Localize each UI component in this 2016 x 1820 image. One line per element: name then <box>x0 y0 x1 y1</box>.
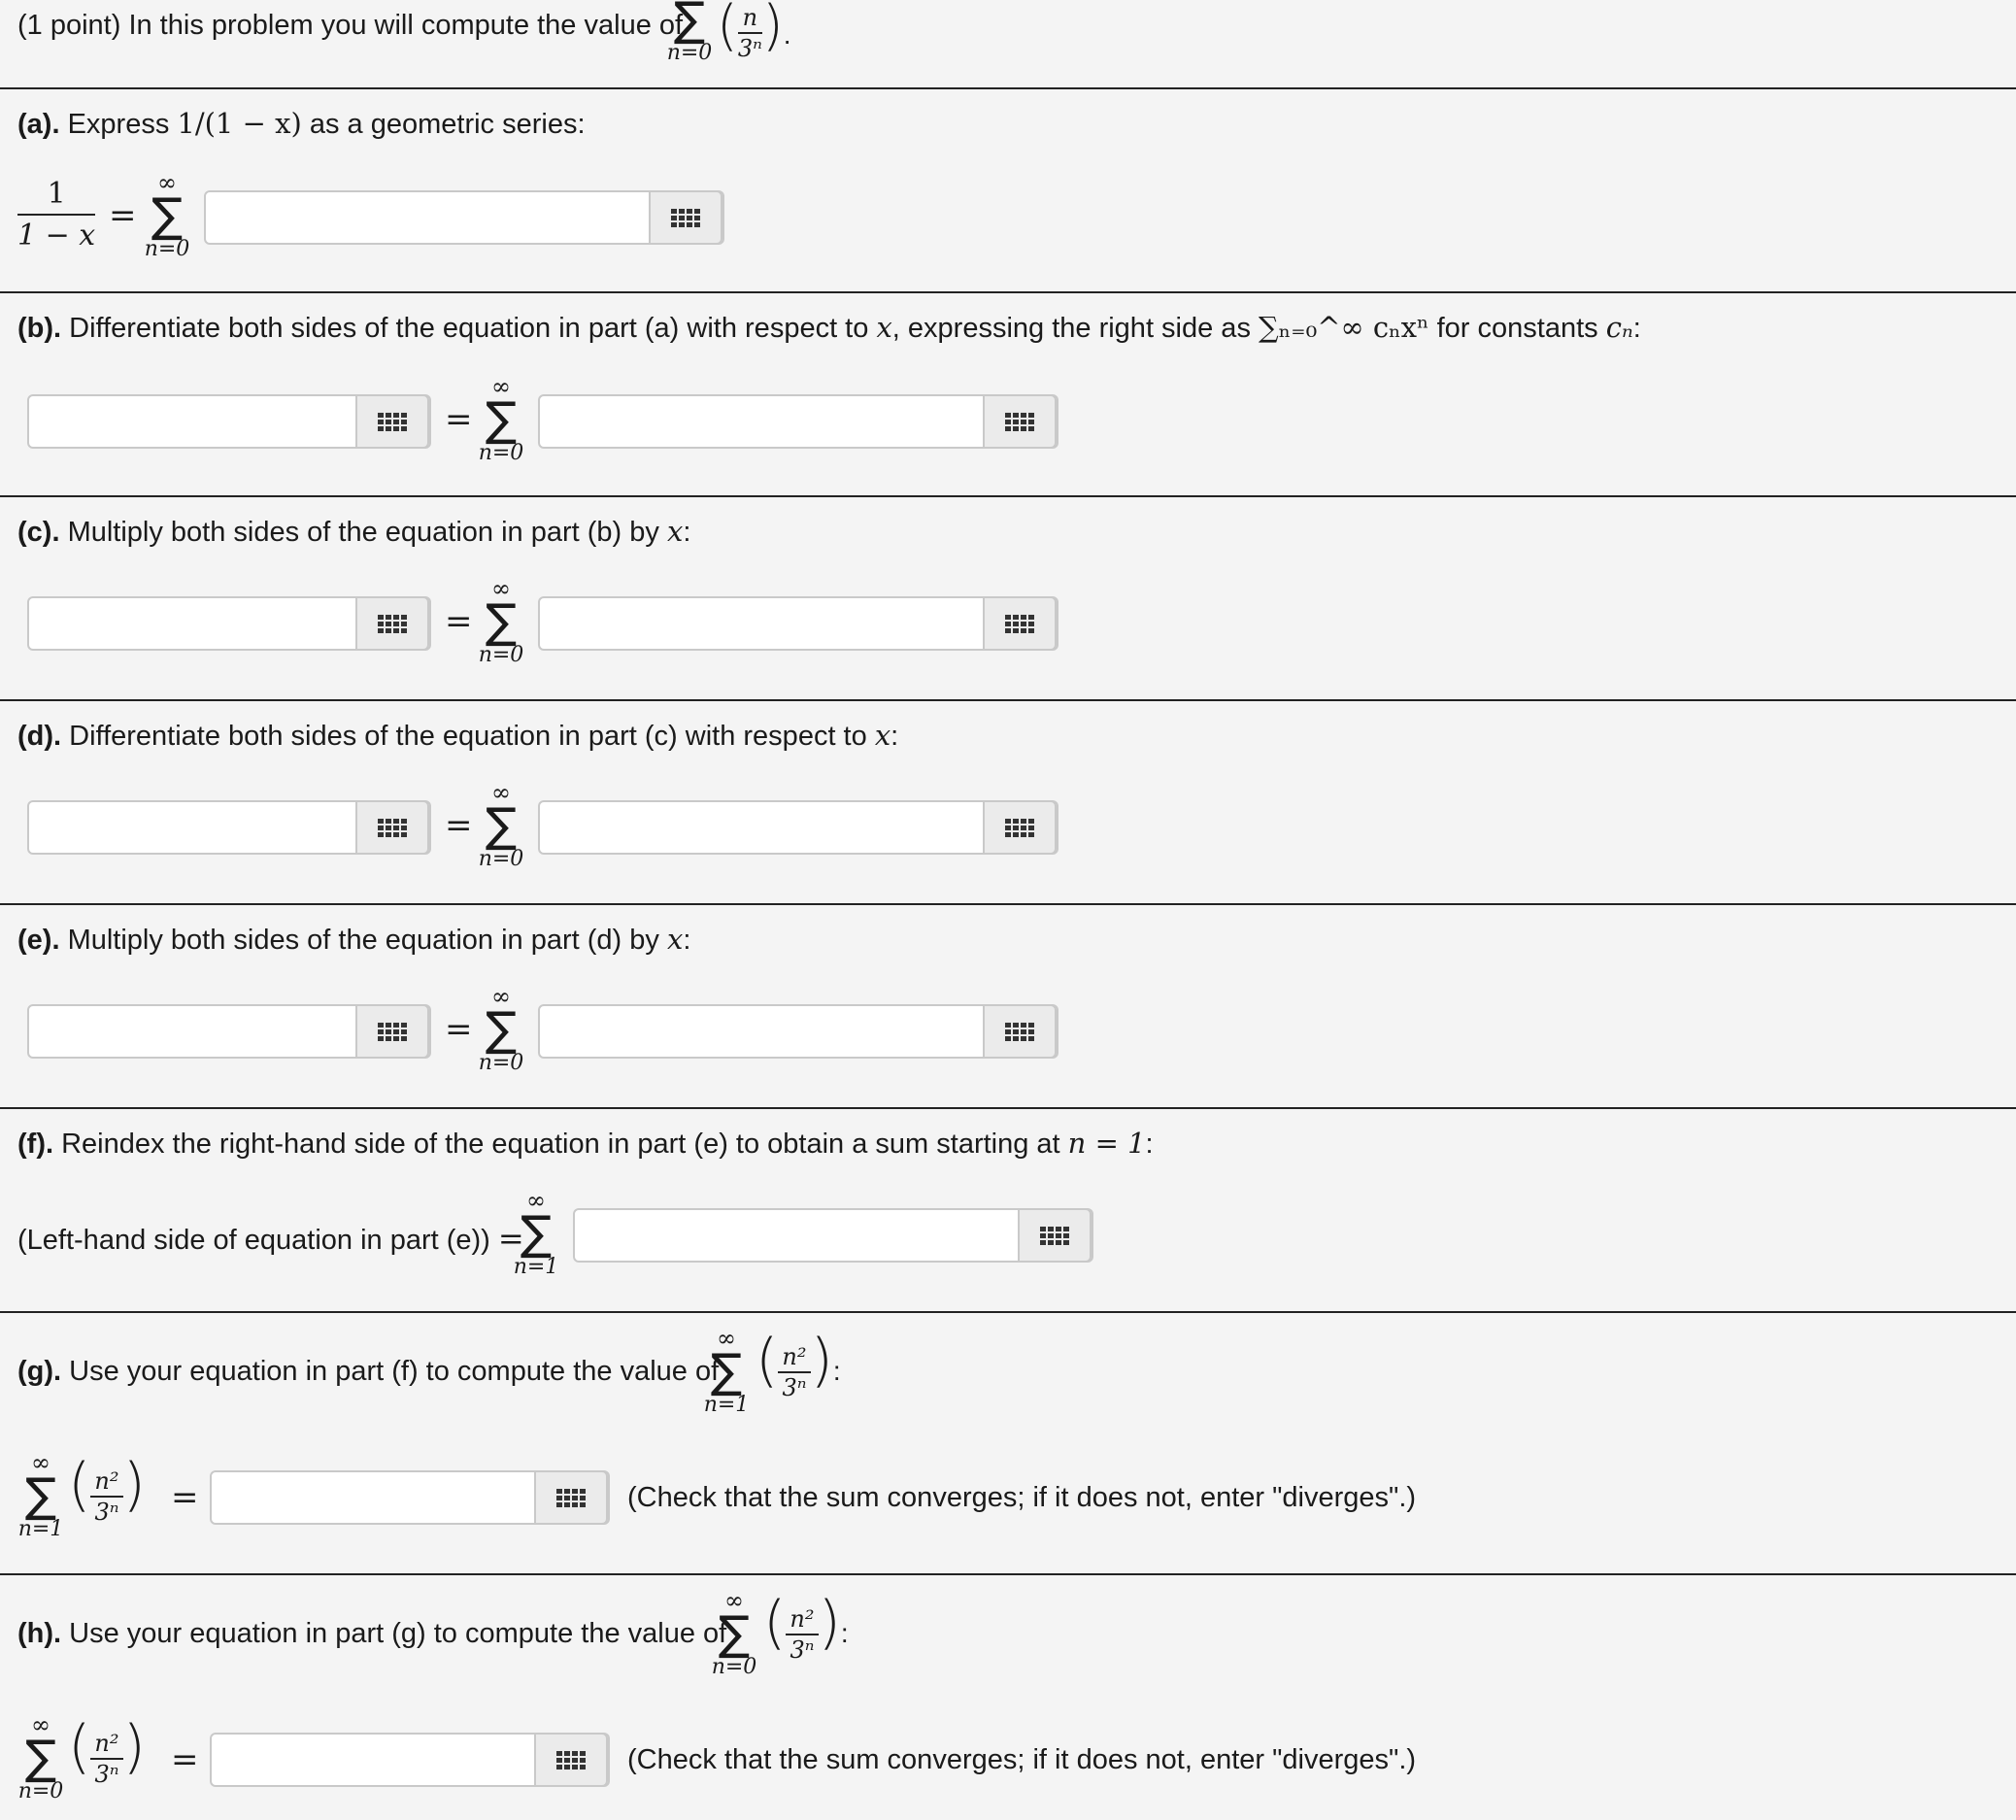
equation-editor-button[interactable] <box>355 596 429 651</box>
part-e-lhs-answer[interactable] <box>27 1004 431 1059</box>
divider <box>0 87 2016 89</box>
part-c-sum: ∞ ∑ n=0 <box>478 575 524 667</box>
grid-icon <box>671 209 700 227</box>
grid-icon <box>378 1023 407 1041</box>
part-e-sum: ∞ ∑ n=0 <box>478 983 524 1075</box>
part-c-prompt: (c). Multiply both sides of the equation in part (b) by x: <box>17 515 691 548</box>
part-a-answer[interactable] <box>204 190 724 245</box>
grid-icon <box>378 413 407 431</box>
divider <box>0 1107 2016 1109</box>
part-a-lhs: $\frac{1}{1 - x}$ <box>17 177 96 253</box>
grid-icon <box>556 1489 586 1507</box>
part-d-rhs-input[interactable] <box>540 802 996 853</box>
equation-editor-button[interactable] <box>355 394 429 449</box>
grid-icon <box>1005 413 1034 431</box>
equals-sign: = <box>445 1010 473 1049</box>
equation-editor-button[interactable] <box>983 800 1057 855</box>
part-g-prompt-fraction: ( $\frac{\text{n²}}{\text{3ⁿ}}$ ): <box>756 1327 841 1402</box>
part-h-prompt: (h). Use your equation in part (g) to compute the value of <box>17 1618 727 1649</box>
part-c-lhs-answer[interactable] <box>27 596 431 651</box>
part-e-rhs-input[interactable] <box>540 1006 996 1057</box>
part-c-lhs-input[interactable] <box>29 598 369 649</box>
part-e-prompt: (e). Multiply both sides of the equation in part (d) by x: <box>17 923 691 956</box>
part-h-prompt-sum: ∞ ∑ n=0 <box>711 1587 757 1679</box>
equals-sign: = <box>109 196 137 235</box>
grid-icon <box>1005 819 1034 837</box>
part-f-sum: ∞ ∑ n=1 <box>513 1187 559 1279</box>
part-g-lhs-sum: ∞ ∑ n=1 <box>17 1449 64 1541</box>
part-h-lhs-fraction: ( $\frac{\text{n²}}{\text{3ⁿ}}$ ) <box>68 1713 146 1789</box>
part-f-lhs-label: (Left-hand side of equation in part (e)) = <box>17 1220 524 1257</box>
part-b-rhs-input[interactable] <box>540 396 996 447</box>
divider <box>0 495 2016 497</box>
part-g-input[interactable] <box>212 1472 548 1523</box>
grid-icon <box>1005 1023 1034 1041</box>
equation-editor-button[interactable] <box>983 1004 1057 1059</box>
convergence-note: (Check that the sum converges; if it does not, enter "diverges".) <box>627 1482 1417 1513</box>
part-g-lhs-fraction: ( $\frac{\text{n²}}{\text{3ⁿ}}$ ) <box>68 1451 146 1527</box>
part-a-sum: ∞ ∑ n=0 <box>144 169 190 261</box>
part-g-answer[interactable] <box>210 1470 610 1525</box>
part-f-answer[interactable] <box>573 1208 1093 1263</box>
part-f-input[interactable] <box>575 1210 1031 1261</box>
equals-sign: = <box>171 1478 199 1517</box>
equation-editor-button[interactable] <box>534 1470 608 1525</box>
part-c-rhs-input[interactable] <box>540 598 996 649</box>
equation-editor-button[interactable] <box>983 596 1057 651</box>
part-d-lhs-answer[interactable] <box>27 800 431 855</box>
equals-sign: = <box>445 602 473 641</box>
part-c-rhs-answer[interactable] <box>538 596 1058 651</box>
equation-editor-button[interactable] <box>649 190 722 245</box>
intro-fraction: ( $\frac{n}{\text{3ⁿ}}$ ). <box>717 0 791 63</box>
equals-sign: = <box>445 806 473 845</box>
equals-sign: = <box>171 1740 199 1779</box>
part-h-prompt-fraction: ( $\frac{\text{n²}}{\text{3ⁿ}}$ ): <box>763 1589 849 1665</box>
convergence-note: (Check that the sum converges; if it does not, enter "diverges".) <box>627 1744 1417 1775</box>
divider <box>0 1311 2016 1313</box>
part-a-input[interactable] <box>206 192 662 243</box>
equals-sign: = <box>445 400 473 439</box>
grid-icon <box>1040 1227 1069 1245</box>
intro-sum: ∑ n=0 <box>666 0 713 65</box>
part-h-input[interactable] <box>212 1735 548 1785</box>
part-b-rhs-answer[interactable] <box>538 394 1058 449</box>
part-d-lhs-input[interactable] <box>29 802 369 853</box>
equation-editor-button[interactable] <box>355 1004 429 1059</box>
equation-editor-button[interactable] <box>1018 1208 1092 1263</box>
part-h-lhs-sum: ∞ ∑ n=0 <box>17 1711 64 1803</box>
part-e-rhs-answer[interactable] <box>538 1004 1058 1059</box>
equation-editor-button[interactable] <box>983 394 1057 449</box>
part-h-answer[interactable] <box>210 1733 610 1787</box>
problem-intro: (1 point) In this problem you will compute the value of <box>17 10 684 41</box>
part-d-prompt: (d). Differentiate both sides of the equation in part (c) with respect to x: <box>17 719 899 752</box>
equation-editor-button[interactable] <box>534 1733 608 1787</box>
grid-icon <box>378 819 407 837</box>
part-g-prompt: (g). Use your equation in part (f) to compute the value of <box>17 1356 720 1387</box>
part-g-prompt-sum: ∞ ∑ n=1 <box>703 1325 750 1417</box>
divider <box>0 699 2016 701</box>
part-b-sum: ∞ ∑ n=0 <box>478 373 524 465</box>
equation-editor-button[interactable] <box>355 800 429 855</box>
part-b-lhs-input[interactable] <box>29 396 369 447</box>
divider <box>0 903 2016 905</box>
grid-icon <box>378 615 407 633</box>
part-b-lhs-answer[interactable] <box>27 394 431 449</box>
part-d-rhs-answer[interactable] <box>538 800 1058 855</box>
divider <box>0 1573 2016 1575</box>
grid-icon <box>1005 615 1034 633</box>
part-f-prompt: (f). Reindex the right-hand side of the equation in part (e) to obtain a sum starting at n = 1: <box>17 1127 1154 1160</box>
grid-icon <box>556 1751 586 1769</box>
part-e-lhs-input[interactable] <box>29 1006 369 1057</box>
part-b-prompt: (b). Differentiate both sides of the equation in part (a) with respect to x, expressing the right side as ∑ₙ₌₀^∞ cₙxⁿ for constants cₙ: <box>17 311 1641 344</box>
part-a-prompt: (a). Express 1/(1 − x) as a geometric series: <box>17 107 586 140</box>
divider <box>0 291 2016 293</box>
part-d-sum: ∞ ∑ n=0 <box>478 779 524 871</box>
